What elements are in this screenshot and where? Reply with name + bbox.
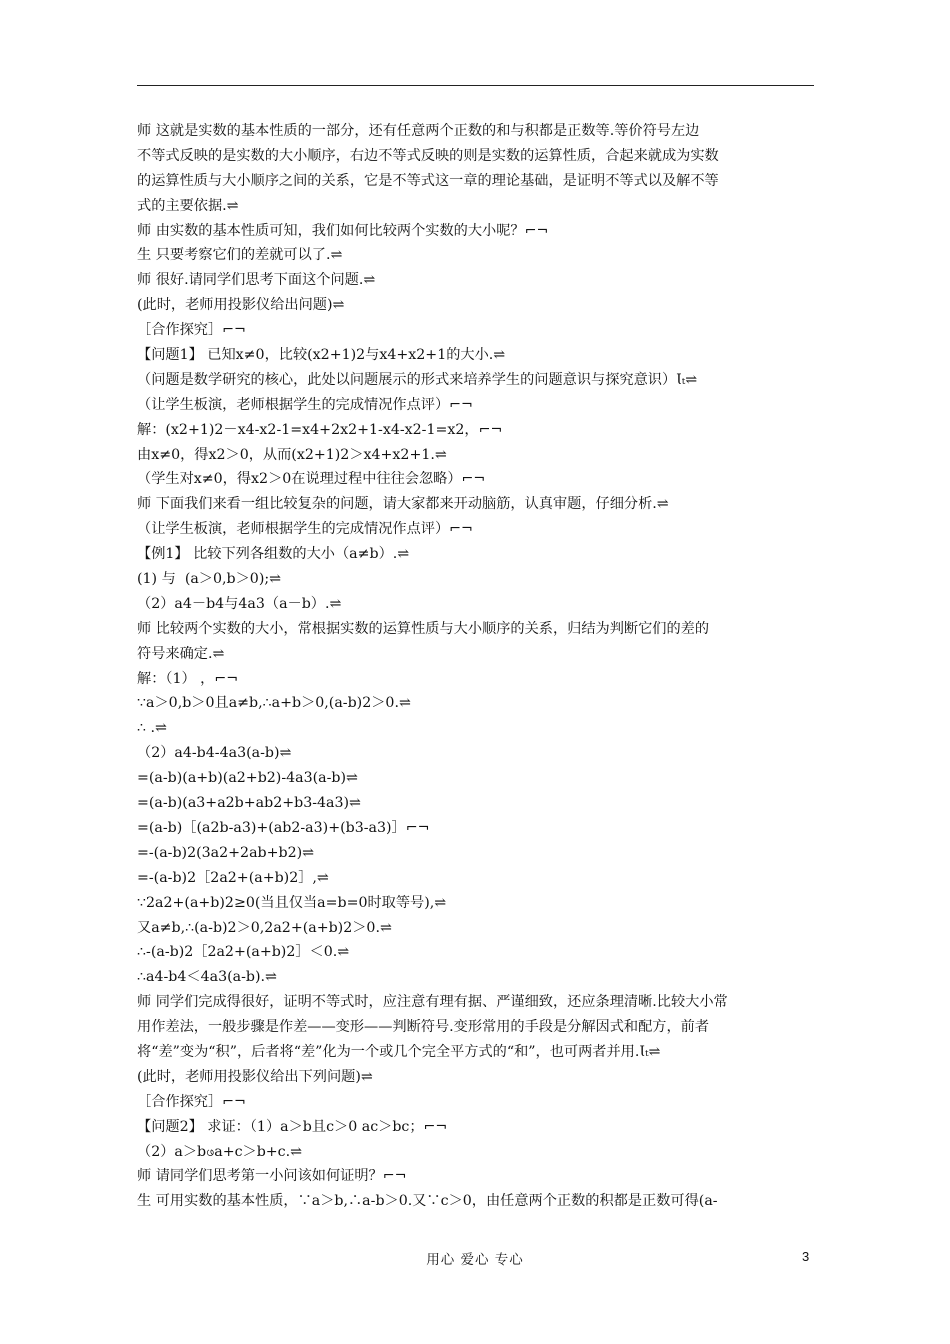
text-line: （问题是数学研究的核心，此处以问题展示的形式来培养学生的问题意识与探究意识）Ɩₜ⇌	[137, 371, 698, 388]
text-line: ∵a＞0,b＞0且a≠b,∴a+b＞0,(a-b)2＞0.⇌	[137, 695, 411, 712]
text-line: 式的主要依据.⇌	[137, 197, 239, 214]
text-line: （2）a4－b4与4a3（a－b）.⇌	[137, 595, 342, 612]
text-line: （2）a4-b4-4a3(a-b)⇌	[137, 745, 292, 762]
text-line: 生 只要考察它们的差就可以了.⇌	[137, 247, 343, 264]
text-line: =-(a-b)2［2a2+(a+b)2］,⇌	[137, 869, 329, 886]
text-line: =(a-b)［(a2b-a3)+(ab2-a3)+(b3-a3)］⌐¬	[137, 819, 430, 836]
text-line: ［合作探究］⌐¬	[137, 322, 246, 339]
text-line: ∴ .⇌	[137, 720, 167, 737]
text-line: 又a≠b,∴(a-b)2＞0,2a2+(a+b)2＞0.⇌	[137, 919, 392, 936]
document-body	[137, 119, 815, 1214]
text-line: ∵2a2+(a+b)2≥0(当且仅当a=b=0时取等号),⇌	[137, 894, 447, 911]
header-rule	[137, 85, 814, 86]
text-line: 【问题1】 已知x≠0，比较(x2+1)2与x4+x2+1的大小.⇌	[137, 347, 506, 364]
text-line: (此时，老师用投影仪给出问题)⇌	[137, 297, 345, 314]
text-line: （让学生板演，老师根据学生的完成情况作点评）⌐¬	[137, 396, 473, 413]
text-line: ［合作探究］⌐¬	[137, 1093, 246, 1110]
text-line: ∴a4-b4＜4a3(a-b).⇌	[137, 969, 277, 986]
text-line: 【问题2】 求证：（1）a＞b且c＞0 ac＞bc；⌐¬	[137, 1118, 448, 1135]
text-line: （学生对x≠0，得x2＞0在说理过程中往往会忽略）⌐¬	[137, 471, 486, 488]
text-line: 由x≠0，得x2＞0，从而(x2+1)2＞x4+x2+1.⇌	[137, 446, 447, 463]
text-line: 的运算性质与大小顺序之间的关系，它是不等式这一章的理论基础，是证明不等式以及解不等	[137, 172, 719, 189]
text-line: 师 这就是实数的基本性质的一部分，还有任意两个正数的和与积都是正数等.等价符号左边	[137, 123, 700, 139]
text-line: 师 请同学们思考第一小问该如何证明？⌐¬	[137, 1168, 407, 1185]
text-line: 师 下面我们来看一组比较复杂的问题，请大家都来开动脑筋，认真审题，仔细分析.⇌	[137, 496, 669, 513]
text-line: 【例1】 比较下列各组数的大小（a≠b）.⇌	[137, 546, 410, 563]
text-line: ∴-(a-b)2［2a2+(a+b)2］＜0.⇌	[137, 944, 350, 961]
text-line: （让学生板演，老师根据学生的完成情况作点评）⌐¬	[137, 521, 473, 538]
text-line: 解：(x2+1)2－x4-x2-1=x4+2x2+1-x4-x2-1=x2，⌐¬	[137, 421, 503, 438]
text-line: 符号来确定.⇌	[137, 645, 225, 662]
text-line: 师 比较两个实数的大小，常根据实数的运算性质与大小顺序的关系，归结为判断它们的差的	[137, 620, 710, 637]
text-line: 师 由实数的基本性质可知，我们如何比较两个实数的大小呢？⌐¬	[137, 222, 549, 239]
text-line: 将“差”变为“积”，后者将“差”化为一个或几个完全平方式的“和”，也可两者并用.Ɩₜ⇌	[137, 1043, 661, 1060]
text-line: 生 可用实数的基本性质，∵a＞b,∴a-b＞0.又∵c＞0，由任意两个正数的积都是正数可得(a-	[137, 1193, 718, 1210]
text-line: 师 很好.请同学们思考下面这个问题.⇌	[137, 272, 376, 289]
page-number: 3	[802, 1249, 810, 1264]
text-line: 师 同学们完成得很好，证明不等式时，应注意有理有据、严谨细致，还应条理清晰.比较大小常	[137, 994, 728, 1011]
text-line: (此时，老师用投影仪给出下列问题)⇌	[137, 1068, 373, 1085]
text-line: 解：（1） ，⌐¬	[137, 670, 239, 687]
text-line: 用作差法，一般步骤是作差——变形——判断符号.变形常用的手段是分解因式和配方，前者	[137, 1019, 710, 1036]
text-line: （2）a＞bဖa+c＞b+c.⇌	[137, 1143, 303, 1160]
text-line: =(a-b)(a3+a2b+ab2+b3-4a3)⇌	[137, 795, 361, 812]
text-line: 不等式反映的是实数的大小顺序，右边不等式反映的则是实数的运算性质，合起来就成为实数	[137, 147, 719, 164]
footer-motto: 用心 爱心 专心	[426, 1252, 524, 1268]
text-line: (1) 与 (a＞0,b＞0);⇌	[137, 571, 282, 588]
text-line: =-(a-b)2(3a2+2ab+b2)⇌	[137, 844, 315, 861]
text-line: =(a-b)(a+b)(a2+b2)-4a3(a-b)⇌	[137, 770, 358, 787]
